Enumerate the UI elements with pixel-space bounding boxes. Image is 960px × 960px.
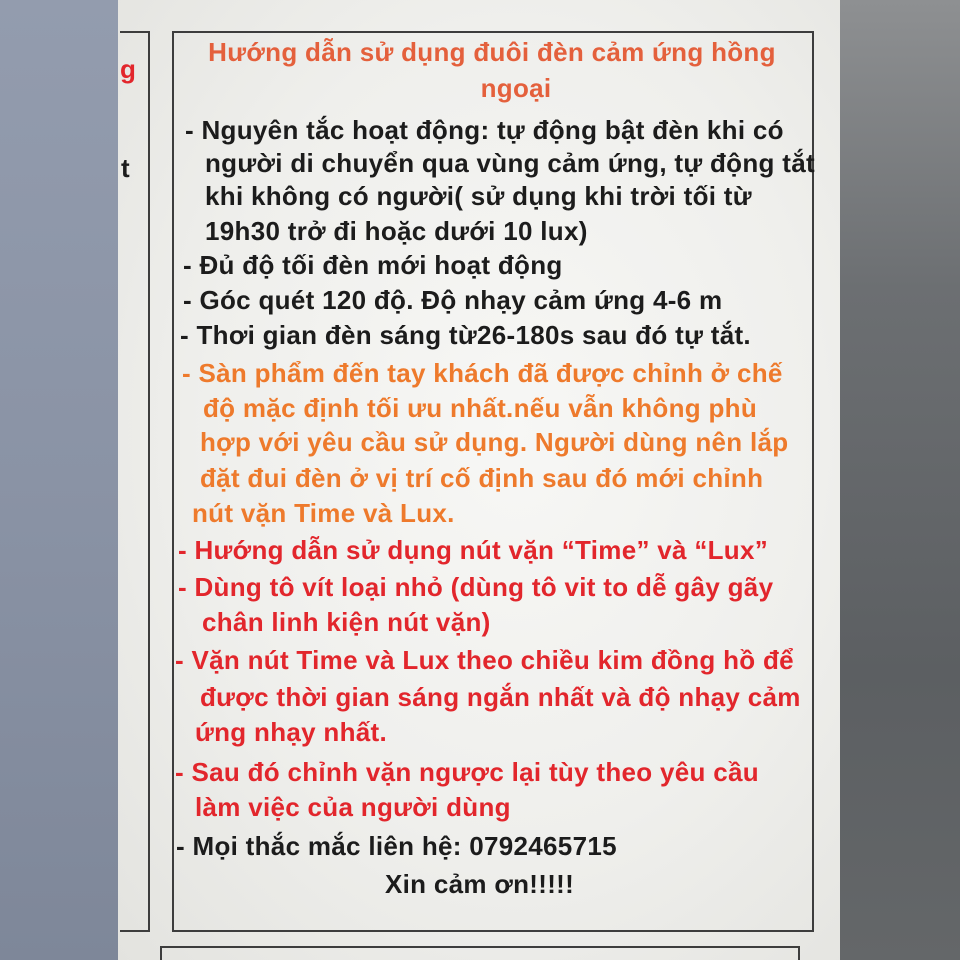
sensing-angle-line: - Góc quét 120 độ. Độ nhạy cảm ứng 4-6 m: [183, 285, 723, 315]
default-settings-line: - Sàn phẩm đến tay khách đã được chỉnh ở chế: [182, 358, 783, 388]
neighbor-fragment: t: [121, 153, 130, 183]
default-settings-line: độ mặc định tối ưu nhất.nếu vẫn không phù: [203, 393, 757, 423]
contact-line: - Mọi thắc mắc liên hệ: 0792465715: [176, 831, 617, 861]
operation-principle-line: khi không có người( sử dụng khi trời tối từ: [205, 181, 752, 211]
darkness-requirement-line: - Đủ độ tối đèn mới hoạt động: [183, 250, 563, 280]
neighbor-fragment: g: [120, 54, 137, 84]
operation-principle-line: người di chuyển qua vùng cảm ứng, tự động tắt: [205, 148, 815, 178]
default-settings-line: hợp với yêu cầu sử dụng. Người dùng nên lắp: [200, 427, 789, 457]
instruction-title: Hướng dẫn sử dụng đuôi đèn cảm ứng hồng: [208, 37, 776, 67]
knob-guide-line: chân linh kiện nút vặn): [202, 607, 491, 637]
instruction-title: ngoại: [480, 73, 552, 103]
background-right: [840, 0, 960, 960]
operation-principle-line: 19h30 trở đi hoặc dưới 10 lux): [205, 216, 588, 246]
knob-guide-heading: - Hướng dẫn sử dụng nút vặn “Time” và “Lux”: [178, 535, 769, 565]
knob-guide-line: được thời gian sáng ngắn nhất và độ nhạy cảm: [200, 682, 801, 712]
neighbor-box-bottom: [160, 946, 800, 960]
knob-guide-line: làm việc của người dùng: [195, 792, 511, 822]
knob-guide-line: - Vặn nút Time và Lux theo chiều kim đồng hồ để: [175, 645, 794, 675]
default-settings-line: đặt đui đèn ở vị trí cố định sau đó mới chỉnh: [200, 463, 764, 493]
default-settings-line: nút vặn Time và Lux.: [192, 498, 455, 528]
knob-guide-line: ứng nhạy nhất.: [195, 717, 388, 747]
background-left: [0, 0, 120, 960]
knob-guide-line: - Dùng tô vít loại nhỏ (dùng tô vit to dễ gây gãy: [178, 572, 774, 602]
knob-guide-line: - Sau đó chỉnh vặn ngược lại tùy theo yêu cầu: [175, 757, 759, 787]
operation-principle-line: - Nguyên tắc hoạt động: tự động bật đèn khi có: [185, 115, 784, 145]
light-duration-line: - Thơi gian đèn sáng từ26-180s sau đó tự tắt.: [180, 320, 751, 350]
closing-thanks: Xin cảm ơn!!!!!: [385, 869, 575, 899]
